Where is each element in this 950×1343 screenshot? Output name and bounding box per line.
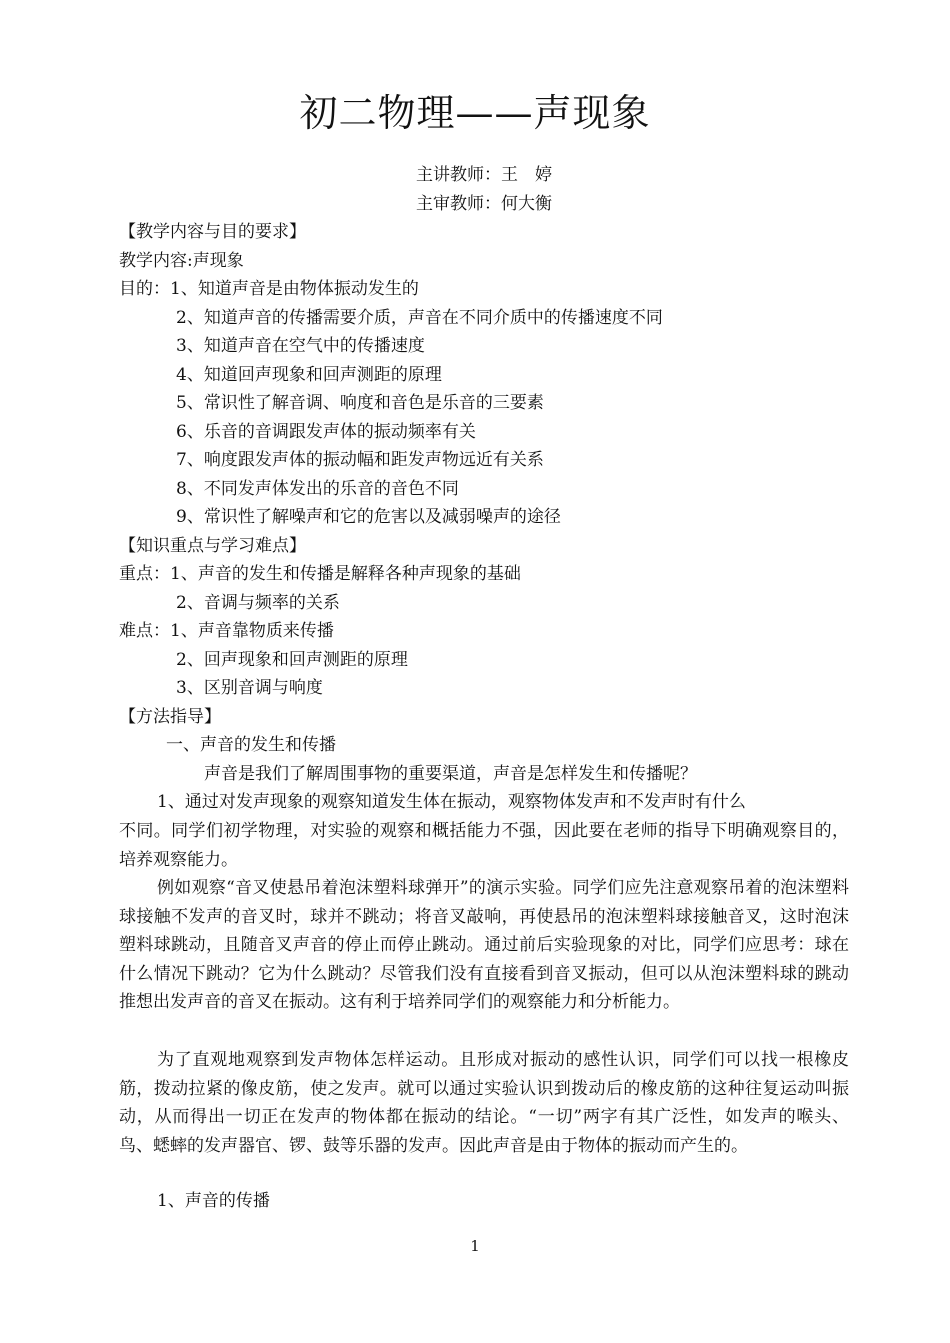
key-point-item: 重点：1、声音的发生和传播是解释各种声现象的基础 <box>119 564 521 584</box>
reviewer-line: 主审教师：何大衡 <box>416 194 552 214</box>
document-title: 初二物理——声现象 <box>299 91 651 135</box>
goal-item: 6、乐音的音调跟发声体的振动频率有关 <box>176 422 476 442</box>
goal-item: 9、常识性了解噪声和它的危害以及减弱噪声的途径 <box>176 507 561 527</box>
difficulty-item: 3、区别音调与响度 <box>176 678 323 698</box>
difficulty-item: 难点：1、声音靠物质来传播 <box>119 621 334 641</box>
paragraph: 例如观察“音叉使悬吊着泡沫塑料球弹开”的演示实验。同学们应先注意观察吊着的泡沫塑料球接触不发声的音叉时，球并不跳动；将音叉敲响，再使悬吊的泡沫塑料球接触音叉，这时泡沫塑料球跳动，且随音叉声音的停止而停止跳动。通过前后实验现象的对比，同学们应思考：球在什么情况下跳动？它为什么跳动？尽管我们没有直接看到音叉振动，但可以从泡沫塑料球的跳动推想出发声音的音叉在振动。这有利于培养同学们的观察能力和分析能力。 <box>119 878 849 1013</box>
subsection-heading: 1、声音的传播 <box>157 1191 270 1211</box>
goal-item: 目的：1、知道声音是由物体振动发生的 <box>119 279 419 299</box>
section-heading-content-goals: 【教学内容与目的要求】 <box>119 222 306 242</box>
paragraph: 为了直观地观察到发声物体怎样运动。且形成对振动的感性认识，同学们可以找一根橡皮筋，拨动拉紧的像皮筋，使之发声。就可以通过实验认识到拨动后的橡皮筋的这种往复运动叫振动，从而得出一切正在发声的物体都在振动的结论。“一切”两字有其广泛性，如发声的喉头、鸟、蟋蟀的发声器官、锣、鼓等乐器的发声。因此声音是由于物体的振动而产生的。 <box>119 1050 849 1156</box>
goal-item: 7、响度跟发声体的振动幅和距发声物远近有关系 <box>176 450 544 470</box>
paragraph: 不同。同学们初学物理，对实验的观察和概括能力不强，因此要在老师的指导下明确观察目的，培养观察能力。 <box>119 821 849 870</box>
teaching-content-line: 教学内容:声现象 <box>119 251 244 271</box>
intro-question: 声音是我们了解周围事物的重要渠道，声音是怎样发生和传播呢？ <box>204 764 697 784</box>
section-heading-key-points: 【知识重点与学习难点】 <box>119 536 306 556</box>
key-point-item: 2、音调与频率的关系 <box>176 593 340 613</box>
goal-item: 5、常识性了解音调、响度和音色是乐音的三要素 <box>176 393 544 413</box>
goal-item: 4、知道回声现象和回声测距的原理 <box>176 365 442 385</box>
goal-item: 8、不同发声体发出的乐音的音色不同 <box>176 479 459 499</box>
difficulty-item: 2、回声现象和回声测距的原理 <box>176 650 408 670</box>
goal-item: 3、知道声音在空气中的传播速度 <box>176 336 425 356</box>
lecturer-line: 主讲教师：王 婷 <box>416 165 552 185</box>
subsection-heading: 一、声音的发生和传播 <box>166 735 336 755</box>
page-number: 1 <box>470 1237 480 1255</box>
section-heading-method: 【方法指导】 <box>119 707 221 727</box>
goal-item: 2、知道声音的传播需要介质，声音在不同介质中的传播速度不同 <box>176 308 663 328</box>
paragraph-first-line: 1、通过对发声现象的观察知道发生体在振动，观察物体发声和不发声时有什么 <box>157 792 746 812</box>
